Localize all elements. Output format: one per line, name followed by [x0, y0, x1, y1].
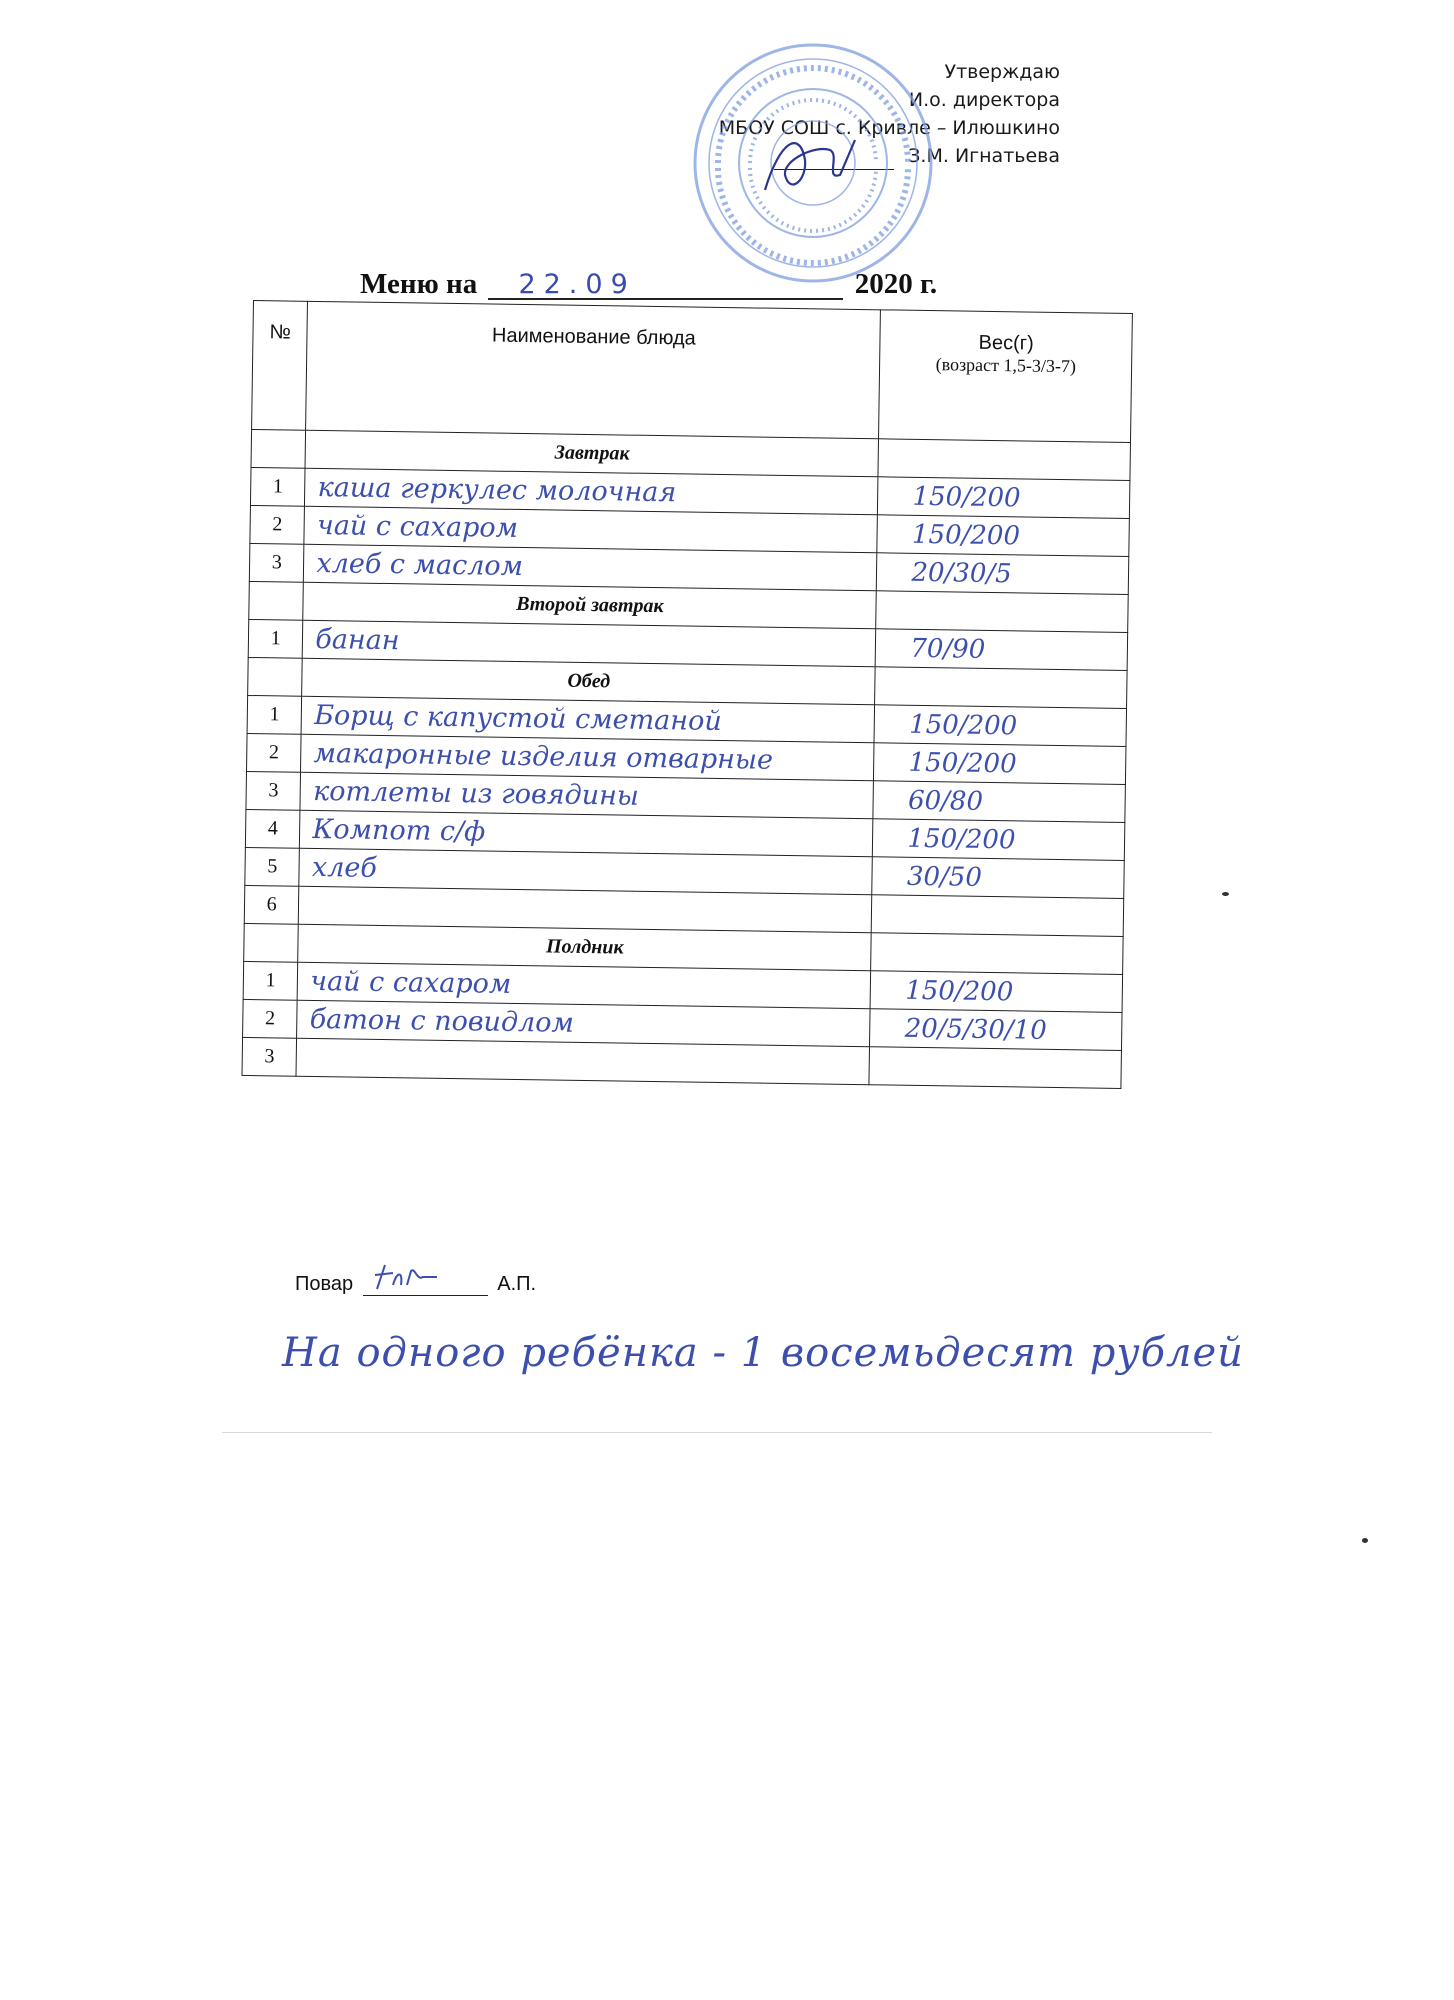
- row-num: 2: [250, 505, 305, 544]
- row-num: 1: [247, 695, 302, 734]
- dish-weight: 150/200: [870, 971, 1122, 1013]
- cook-initials: А.П.: [497, 1273, 537, 1295]
- section-title-snack: Полдник: [298, 924, 872, 970]
- row-num: 1: [250, 467, 305, 506]
- dish-weight: 150/200: [878, 477, 1130, 519]
- director-name: З.М. Игнатьева: [908, 145, 1060, 167]
- approval-line-3: МБОУ СОШ с. Кривле – Илюшкино: [718, 117, 1060, 139]
- row-num: 2: [247, 733, 302, 772]
- dish-weight: [869, 1047, 1121, 1089]
- menu-table: [241, 300, 1132, 1089]
- header-weight: [879, 310, 1132, 443]
- dish-name: котлеты из говядины: [300, 772, 874, 818]
- section-title-second-breakfast: Второй завтрак: [303, 582, 877, 628]
- dish-name: Компот с/ф: [300, 810, 874, 856]
- row-num: 4: [245, 809, 300, 848]
- section-title-lunch: Обед: [302, 658, 876, 704]
- dish-weight: [872, 895, 1124, 937]
- dish-name: чай с сахаром: [304, 506, 878, 552]
- page-edge-line: [222, 1432, 1212, 1433]
- row-num: 6: [244, 885, 299, 924]
- row-num: 3: [246, 771, 301, 810]
- director-signature-line: [774, 151, 894, 170]
- dish-name: батон с повидлом: [297, 1000, 871, 1046]
- menu-title: [360, 268, 937, 301]
- menu-date: 22.09: [488, 270, 843, 300]
- cook-signature-field: [363, 1275, 488, 1296]
- cost-note: На одного ребёнка - 1 восемьдесят рублей: [282, 1330, 1244, 1376]
- header-name: Наименование блюда: [306, 301, 881, 438]
- dish-weight: 150/200: [877, 515, 1129, 557]
- row-num: 3: [242, 1037, 297, 1076]
- title-suffix: 2020 г.: [854, 268, 938, 300]
- row-num: 2: [243, 999, 298, 1038]
- cook-signature-icon: [371, 1261, 441, 1295]
- approval-line-4: [680, 142, 1060, 170]
- title-prefix: Меню на: [360, 268, 478, 300]
- approval-line-2: И.о. директора: [908, 89, 1060, 111]
- row-num: 5: [245, 847, 300, 886]
- row-num: 1: [248, 619, 303, 658]
- dish-name: каша геркулес молочная: [305, 468, 879, 514]
- header-num: №: [252, 301, 308, 431]
- dish-weight: 20/30/5: [877, 553, 1129, 595]
- dish-name: макаронные изделия отварные: [301, 734, 875, 780]
- dish-name: Борщ с капустой сметаной: [301, 696, 875, 742]
- approval-line-1: Утверждаю: [944, 61, 1060, 83]
- row-num: 1: [243, 961, 298, 1000]
- dish-name: хлеб с маслом: [304, 544, 878, 590]
- dish-weight: 60/80: [873, 781, 1125, 823]
- row-num: 3: [249, 543, 304, 582]
- approval-block: [680, 58, 1060, 170]
- dish-weight: 30/50: [872, 857, 1124, 899]
- section-title-breakfast: Завтрак: [305, 430, 879, 476]
- dish-name: банан: [303, 620, 877, 666]
- table-header-row: [252, 301, 1133, 443]
- cook-signature-line: [295, 1273, 536, 1296]
- header-weight-label: Вес(г): [978, 331, 1034, 355]
- dish-weight: 20/5/30/10: [870, 1009, 1122, 1051]
- scan-speck: [1222, 892, 1229, 896]
- dish-weight: 150/200: [873, 819, 1125, 861]
- cook-label: Повар: [295, 1273, 354, 1295]
- dish-name: чай с сахаром: [297, 962, 871, 1008]
- header-weight-sub: (возраст 1,5-3/3-7): [935, 354, 1077, 377]
- dish-name: хлеб: [299, 848, 873, 894]
- dish-weight: 70/90: [876, 629, 1128, 671]
- scan-speck: [1362, 1538, 1368, 1543]
- dish-name: [296, 1038, 870, 1084]
- dish-weight: 150/200: [874, 705, 1126, 747]
- dish-weight: 150/200: [874, 743, 1126, 785]
